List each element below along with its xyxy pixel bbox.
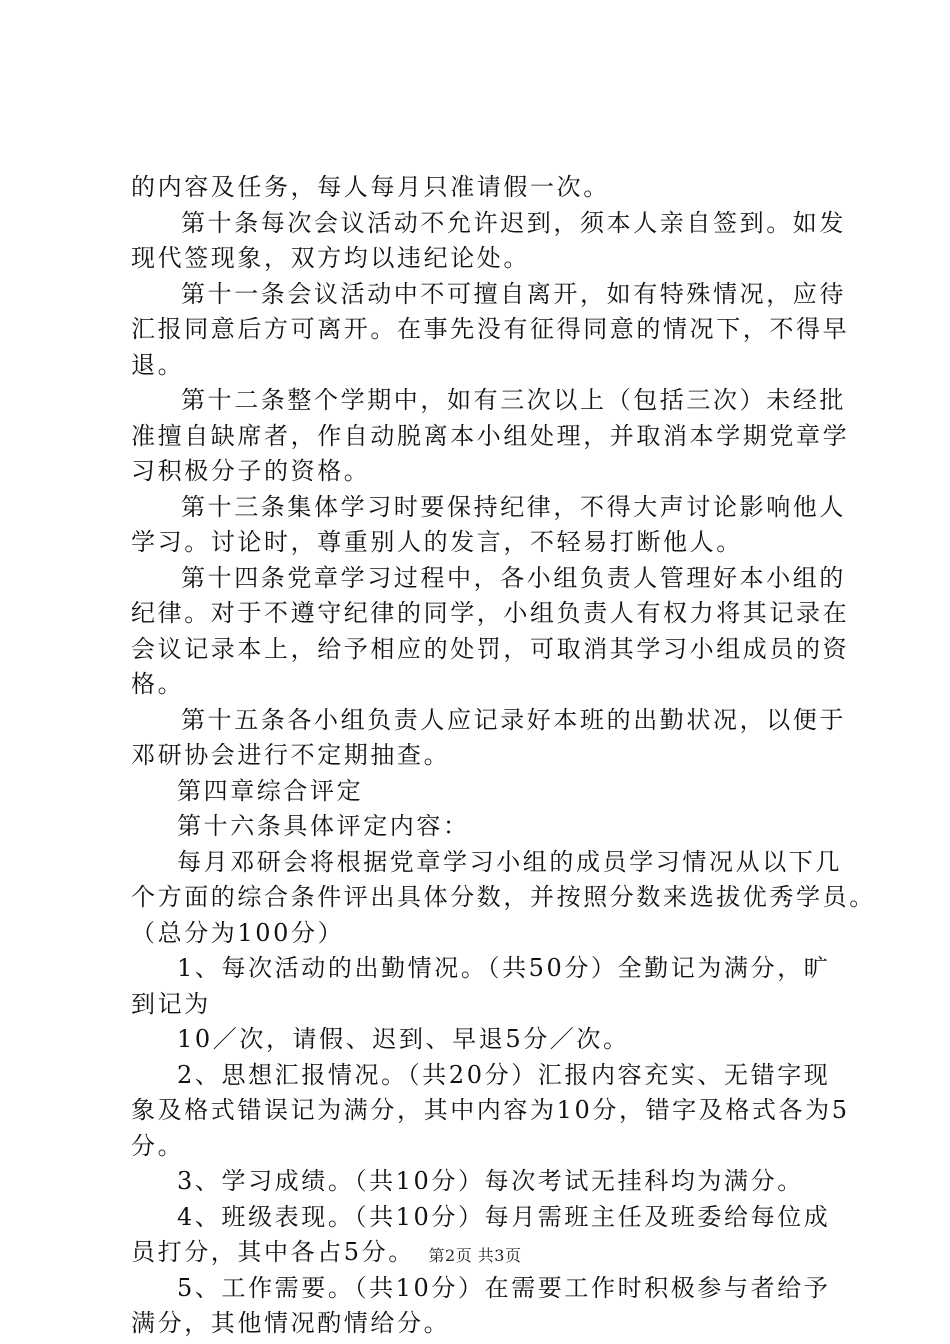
text-line: 第十三条集体学习时要保持纪律，不得大声讨论影响他人 bbox=[181, 492, 846, 521]
text-line: 会议记录本上，给予相应的处罚，可取消其学习小组成员的资 bbox=[131, 634, 850, 663]
text-line: 每月邓研会将根据党章学习小组的成员学习情况从以下几 bbox=[177, 847, 842, 876]
text-line: 的内容及任务，每人每月只准请假一次。 bbox=[131, 173, 610, 201]
text-line: 象及格式错误记为满分，其中内容为10分，错字及格式各为5 bbox=[131, 1096, 850, 1124]
text-line: 准擅自缺席者，作自动脱离本小组处理，并取消本学期党章学 bbox=[131, 421, 850, 450]
page-number-footer: 第2页 共3页 bbox=[428, 1246, 522, 1265]
text-line: 邓研协会进行不定期抽查。 bbox=[131, 741, 451, 769]
text-line: 满分，其他情况酌情给分。 bbox=[131, 1309, 451, 1337]
text-line: 分。 bbox=[131, 1131, 185, 1160]
text-line: 格。 bbox=[131, 670, 185, 698]
text-line: 退。 bbox=[131, 350, 185, 379]
text-line: 1、每次活动的出勤情况。（共50分）全勤记为满分，旷 bbox=[177, 954, 831, 982]
text-line: （总分为100分） bbox=[131, 918, 345, 947]
text-line: 个方面的综合条件评出具体分数，并按照分数来选拔优秀学员。 bbox=[131, 883, 876, 911]
text-line: 第十六条具体评定内容： bbox=[177, 812, 470, 840]
text-line: 习积极分子的资格。 bbox=[131, 457, 371, 485]
text-line: 10／次，请假、迟到、早退5分／次。 bbox=[177, 1025, 630, 1053]
text-line: 第十二条整个学期中，如有三次以上（包括三次）未经批 bbox=[181, 386, 846, 414]
text-line: 第十四条党章学习过程中，各小组负责人管理好本小组的 bbox=[181, 563, 846, 592]
document-body bbox=[131, 170, 876, 1342]
text-line: 到记为 bbox=[131, 989, 211, 1018]
text-line: 4、班级表现。（共10分）每月需班主任及班委给每位成 bbox=[177, 1202, 831, 1231]
text-line: 汇报同意后方可离开。在事先没有征得同意的情况下，不得早 bbox=[131, 315, 850, 343]
text-line: 第十一条会议活动中不可擅自离开，如有特殊情况，应待 bbox=[181, 279, 846, 308]
text-line: 第十五条各小组负责人应记录好本班的出勤状况，以便于 bbox=[181, 705, 846, 734]
chapter-heading: 第四章综合评定 bbox=[177, 776, 364, 805]
text-line: 现代签现象，双方均以违纪论处。 bbox=[131, 244, 530, 272]
text-line: 员打分，其中各占5分。 bbox=[131, 1238, 415, 1266]
text-line: 纪律。对于不遵守纪律的同学，小组负责人有权力将其记录在 bbox=[131, 599, 850, 627]
text-line: 第十条每次会议活动不允许迟到，须本人亲自签到。如发 bbox=[181, 208, 846, 237]
text-line: 5、工作需要。（共10分）在需要工作时积极参与者给予 bbox=[177, 1273, 831, 1302]
text-line: 3、学习成绩。（共10分）每次考试无挂科均为满分。 bbox=[177, 1167, 804, 1195]
text-line: 学习。讨论时，尊重别人的发言，不轻易打断他人。 bbox=[131, 528, 743, 556]
text-line: 2、思想汇报情况。（共20分）汇报内容充实、无错字现 bbox=[177, 1060, 831, 1089]
